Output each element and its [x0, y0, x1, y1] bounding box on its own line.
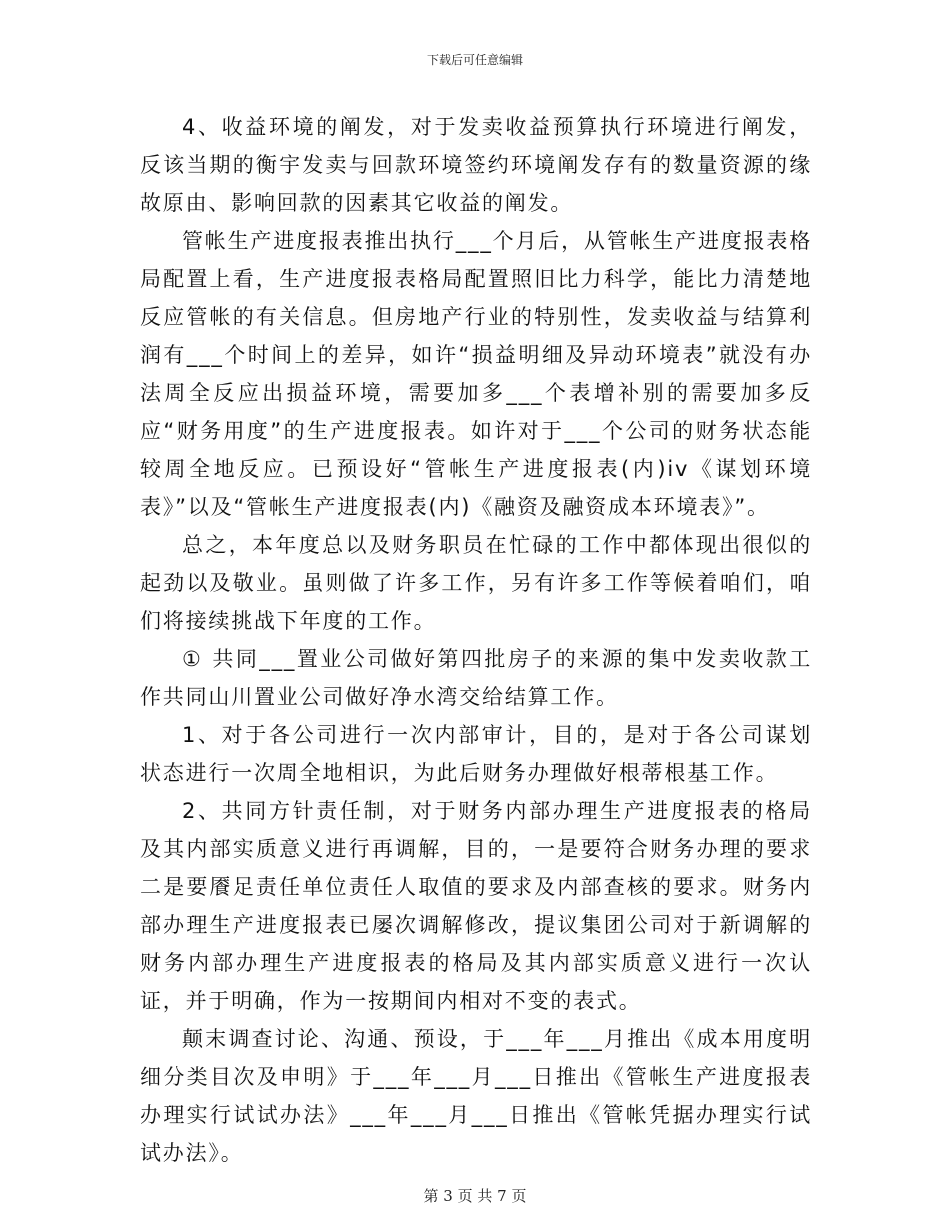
document-body: [140, 108, 812, 1172]
paragraph-item-responsibility: 2、共同方针责任制，对于财务内部办理生产进度报表的格局及其内部实质意义进行再调解，目的，一是要符合财务办理的要求二是要餍足责任单位责任人取值的要求及内部查核的要求。财务内部办理生产进度报表已屡次调解修改，提议集团公司对于新调解的财务内部办理生产进度报表的格局及其内部实质意义进行一次认证，并于明确，作为一按期间内相对不变的表式。: [140, 799, 812, 1013]
page-footer: 第 3 页 共 7 页: [423, 1187, 527, 1205]
page-header: 下载后可任意编辑: [426, 53, 523, 67]
paragraph-revenue-analysis: 4、收益环境的阐发，对于发卖收益预算执行环境进行阐发，反该当期的衡宇发卖与回款环境签约环境阐发存有的数量资源的缘故原由、影响回款的因素其它收益的阐发。: [140, 115, 812, 215]
paragraph-report-format: 管帐生产进度报表推出执行___个月后，从管帐生产进度报表格局配置上看，生产进度报表格局配置照旧比力科学，能比力清楚地反应管帐的有关信息。但房地产行业的特别性，发卖收益与结算利润有___个时间上的差异，如许“损益明细及异动环境表”就没有办法周全反应出损益环境，需要加多___个表增补别的需要加多反应“财务用度”的生产进度报表。如许对于___个公司的财务状态能较周全地反应。已预设好“管帐生产进度报表(内)iv《谋划环境表》”以及“管帐生产进度报表(内)《融资及融资成本环境表》”。: [140, 229, 812, 519]
paragraph-summary: 总之，本年度总以及财务职员在忙碌的工作中都体现出很似的起劲以及敬业。虽则做了许多工作，另有许多工作等候着咱们，咱们将接续挑战下年度的工作。: [140, 533, 812, 633]
paragraph-item-audit: 1、对于各公司进行一次内部审计，目的，是对于各公司谋划状态进行一次周全地相识，为此后财务办理做好根蒂根基工作。: [140, 723, 812, 785]
paragraph-schedule: 颠末调查讨论、沟通、预设，于___年___月推出《成本用度明细分类目次及申明》于___年___月___日推出《管帐生产进度报表办理实行试试办法》___年___月___日推出《管帐凭据办理实行试试办法》。: [140, 1027, 812, 1165]
paragraph-item-collection: ① 共同___置业公司做好第四批房子的来源的集中发卖收款工作共同山川置业公司做好净水湾交给结算工作。: [140, 647, 812, 709]
